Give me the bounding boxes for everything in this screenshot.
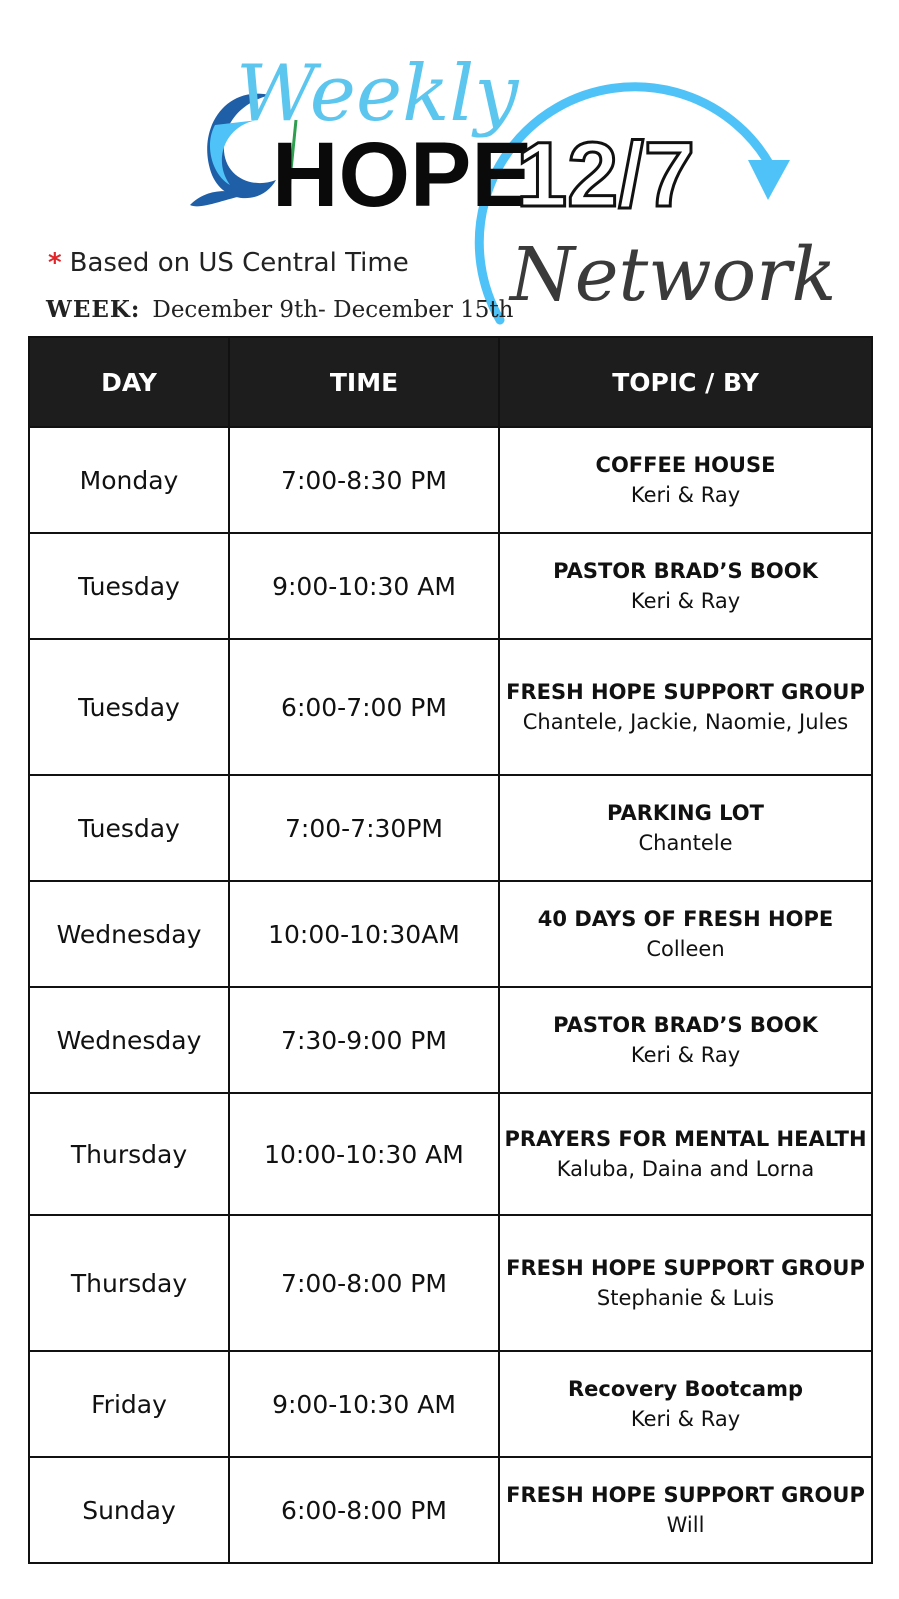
topic-cell	[499, 1457, 872, 1563]
day-cell: Tuesday	[29, 533, 229, 639]
day-cell: Sunday	[29, 1457, 229, 1563]
header-time: TIME	[229, 337, 499, 427]
table-row	[29, 1215, 872, 1351]
topic-cell	[499, 1215, 872, 1351]
logo-network-text: Network	[510, 232, 837, 318]
time-cell: 6:00-8:00 PM	[229, 1457, 499, 1563]
topic-by: Keri & Ray	[630, 1407, 741, 1431]
topic-title: PRAYERS FOR MENTAL HEALTH	[504, 1127, 867, 1151]
timezone-note-text: Based on US Central Time	[69, 248, 409, 278]
topic-by: Colleen	[646, 937, 725, 961]
week-label: WEEK:	[46, 296, 141, 323]
topic-cell	[499, 881, 872, 987]
topic-cell	[499, 427, 872, 533]
table-row	[29, 881, 872, 987]
topic-cell	[499, 775, 872, 881]
table-row	[29, 1457, 872, 1563]
day-cell: Thursday	[29, 1215, 229, 1351]
topic-title: 40 DAYS OF FRESH HOPE	[537, 907, 834, 931]
topic-cell	[499, 639, 872, 775]
topic-title: FRESH HOPE SUPPORT GROUP	[506, 1256, 865, 1280]
logo-number-text: 12/7	[516, 124, 696, 226]
table-header-row	[29, 337, 872, 427]
topic-cell	[499, 1093, 872, 1215]
timezone-note	[48, 248, 409, 278]
time-cell: 10:00-10:30AM	[229, 881, 499, 987]
time-cell: 10:00-10:30 AM	[229, 1093, 499, 1215]
day-cell: Thursday	[29, 1093, 229, 1215]
week-range	[46, 296, 513, 323]
schedule-table	[28, 336, 873, 1564]
topic-cell	[499, 1351, 872, 1457]
table-row	[29, 639, 872, 775]
header-day: DAY	[29, 337, 229, 427]
topic-by: Keri & Ray	[630, 589, 741, 613]
time-cell: 9:00-10:30 AM	[229, 533, 499, 639]
topic-by: Chantele, Jackie, Naomie, Jules	[522, 710, 849, 734]
day-cell: Tuesday	[29, 775, 229, 881]
day-cell: Monday	[29, 427, 229, 533]
time-cell: 9:00-10:30 AM	[229, 1351, 499, 1457]
topic-cell	[499, 533, 872, 639]
table-row	[29, 1093, 872, 1215]
table-row	[29, 775, 872, 881]
topic-by: Will	[666, 1513, 705, 1537]
table-row	[29, 533, 872, 639]
week-dates: December 9th- December 15th	[152, 297, 514, 323]
hope-network-logo	[0, 0, 899, 340]
day-cell: Tuesday	[29, 639, 229, 775]
topic-by: Kaluba, Daina and Lorna	[556, 1157, 815, 1181]
logo-weekly-text: Weekly	[236, 49, 519, 139]
logo	[0, 0, 899, 340]
topic-by: Keri & Ray	[630, 1043, 741, 1067]
topic-by: Stephanie & Luis	[596, 1286, 775, 1310]
day-cell: Wednesday	[29, 881, 229, 987]
time-cell: 6:00-7:00 PM	[229, 639, 499, 775]
asterisk: *	[48, 248, 62, 278]
time-cell: 7:00-8:30 PM	[229, 427, 499, 533]
topic-title: PASTOR BRAD’S BOOK	[553, 1013, 818, 1037]
logo-hope-text: HOPE	[272, 124, 533, 226]
table-row	[29, 987, 872, 1093]
time-cell: 7:00-8:00 PM	[229, 1215, 499, 1351]
day-cell: Friday	[29, 1351, 229, 1457]
topic-cell	[499, 987, 872, 1093]
topic-by: Keri & Ray	[630, 483, 741, 507]
topic-title: Recovery Bootcamp	[567, 1377, 803, 1401]
time-cell: 7:00-7:30PM	[229, 775, 499, 881]
topic-title: FRESH HOPE SUPPORT GROUP	[506, 1483, 865, 1507]
topic-title: FRESH HOPE SUPPORT GROUP	[506, 680, 865, 704]
arrow-head-icon	[748, 160, 790, 200]
time-cell: 7:30-9:00 PM	[229, 987, 499, 1093]
topic-title: PASTOR BRAD’S BOOK	[553, 559, 818, 583]
topic-title: COFFEE HOUSE	[595, 453, 776, 477]
day-cell: Wednesday	[29, 987, 229, 1093]
topic-title: PARKING LOT	[607, 801, 764, 825]
header-topic: TOPIC / BY	[499, 337, 872, 427]
table-row	[29, 427, 872, 533]
topic-by: Chantele	[638, 831, 733, 855]
table-row	[29, 1351, 872, 1457]
